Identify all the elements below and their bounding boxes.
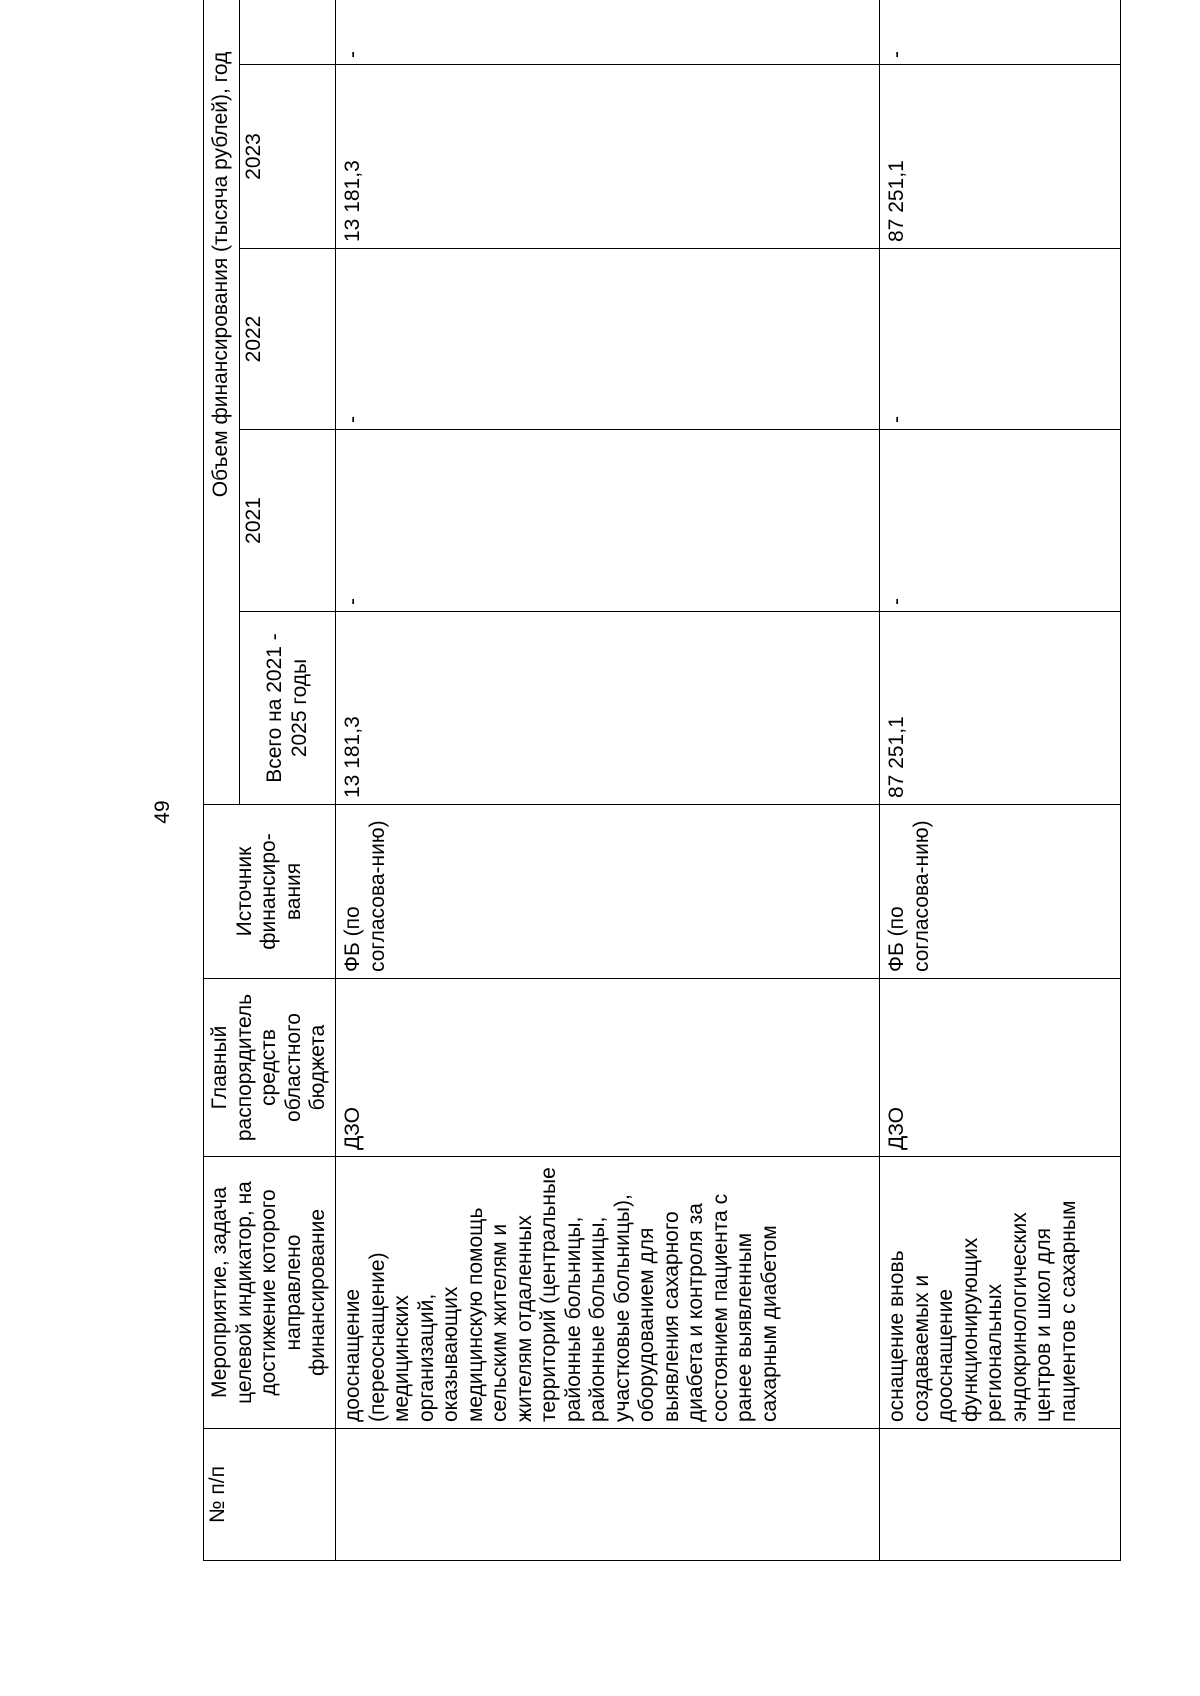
table-row — [336, 0, 880, 1561]
header-year-2021: 2021 — [240, 430, 336, 612]
row-total: 13 181,3 — [336, 612, 880, 805]
table-row — [880, 0, 1121, 1561]
row-num — [336, 1429, 880, 1561]
row-2023: 13 181,3 — [336, 65, 880, 249]
rotated-table-container — [203, 45, 1120, 1561]
header-year-2024 — [240, 0, 336, 65]
row-source: ФБ (по согласова-нию) — [880, 805, 1121, 979]
header-source: Источник финансиро-вания — [204, 805, 336, 979]
row-2022: - — [336, 249, 880, 430]
header-year-2023: 2023 — [240, 65, 336, 249]
header-total: Всего на 2021 - 2025 годы — [240, 612, 336, 805]
row-manager: ДЗО — [336, 979, 880, 1157]
row-activity: дооснащение (переоснащение) медицинских организаций, оказывающих медицинскую помощь сельским жителям и жителям отдаленных территорий (центральные районные больницы, районные больницы, участковые больницы), оборудованием для выявления сахарного диабета и контроля за состоянием пациента с ранее выявленным сахарным диабетом — [336, 1157, 880, 1429]
row-activity: оснащение вновь создаваемых и дооснащение функционирующих региональных эндокринологических центров и школ для пациентов с сахарным — [880, 1157, 1121, 1429]
row-manager: ДЗО — [880, 979, 1121, 1157]
row-source: ФБ (по согласова-нию) — [336, 805, 880, 979]
row-2023: 87 251,1 — [880, 65, 1121, 249]
row-2022: - — [880, 249, 1121, 430]
header-year-2022: 2022 — [240, 249, 336, 430]
row-2024: - — [880, 0, 1121, 65]
row-total: 87 251,1 — [880, 612, 1121, 805]
page-number: 49 — [151, 800, 174, 824]
header-manager: Главный распорядитель средств областного бюджета — [204, 979, 336, 1157]
header-activity: Мероприятие, задача целевой индикатор, на достижение которого направлено финансирование — [204, 1157, 336, 1429]
row-num — [880, 1429, 1121, 1561]
row-2024: - — [336, 0, 880, 65]
header-funding-group: Объем финансирования (тысяча рублей), год — [204, 0, 240, 805]
row-2021: - — [880, 430, 1121, 612]
row-2021: - — [336, 430, 880, 612]
header-num: № п/п — [204, 1429, 336, 1561]
funding-table — [203, 0, 1121, 1561]
